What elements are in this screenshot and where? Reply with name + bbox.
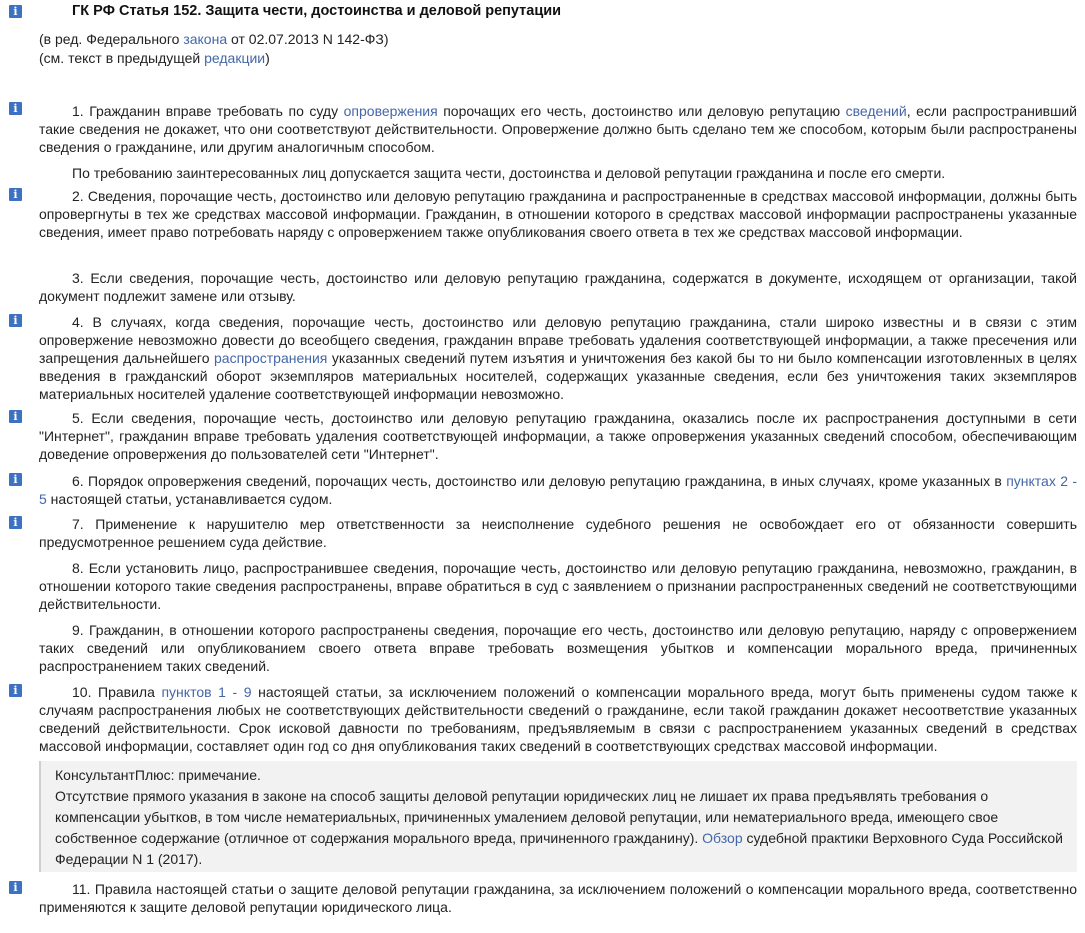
paragraph-10: 10. Правила пунктов 1 - 9 настоящей статьи, за исключением положений о компенсации морального вреда, могут быть применены судом также к случаям распространения любых не соответствующих действительности сведений о гражданине, если такой гражданин докажет несоответствие указанных сведений действительности. Срок исковой давности по требованиям, предъявляемым в связи с распространением указанных сведений в средствах массовой информации, составляет один год со дня опубликования таких сведений в соответствующих средствах массовой информации. — [39, 684, 1077, 754]
note-title: КонсультантПлюс: примечание. — [55, 767, 261, 783]
info-icon[interactable]: i — [9, 473, 22, 486]
points-1-link[interactable]: пунктов 1 — [161, 684, 226, 700]
points-2-link[interactable]: пунктах 2 — [1006, 473, 1068, 489]
paragraph-6: 6. Порядок опровержения сведений, порочащих честь, достоинство или деловую репутацию гражданина, в иных случаях, кроме указанных в пунктах 2 - 5 настоящей статьи, устанавливается судом. — [39, 473, 1077, 507]
paragraph-9: 9. Гражданин, в отношении которого распространены сведения, порочащие его честь, достоинство или деловую репутацию, наряду с опровержением таких сведений или опубликованием своего ответа вправе требовать возмещения убытков и компенсации морального вреда, причиненных распространением таких сведений. — [39, 622, 1077, 674]
paragraph-4: 4. В случаях, когда сведения, порочащие честь, достоинство или деловую репутацию гражданина, стали широко известны и в связи с этим опровержение невозможно довести до всеобщего сведения, гражданин вправе требовать удаления соответствующей информации, а также пресечения или запрещения дальнейшего распространения указанных сведений путем изъятия и уничтожения без какой бы то ни было компенсации изготовленных в целях введения в гражданский оборот экземпляров материальных носителей, содержащих указанные сведения, если без уничтожения таких экземпляров материальных носителей удаление соответствующей информации невозможно. — [39, 314, 1078, 402]
law-link[interactable]: закона — [183, 31, 228, 47]
article-title: ГК РФ Статья 152. Защита чести, достоинства и деловой репутации — [72, 3, 562, 19]
paragraph-2: 2. Сведения, порочащие честь, достоинство или деловую репутацию гражданина и распространенные в средствах массовой информации, должны быть опровергнуты в тех же средствах массовой информации. Гражданин, в отношении которого в средствах массовой информации распространены указанные сведения, имеет право потребовать наряду с опровержением также опубликования своего ответа в тех же средствах массовой информации. — [39, 188, 1077, 240]
info-icon[interactable]: i — [9, 314, 22, 327]
info-icon[interactable]: i — [9, 881, 22, 894]
paragraph-1-second: По требованию заинтересованных лиц допускается защита чести, достоинства и деловой репутации гражданина и после его смерти. — [72, 165, 946, 181]
edition-line: (в ред. Федерального закона от 02.07.2013 N 142-ФЗ) — [39, 31, 389, 47]
paragraph-3: 3. Если сведения, порочащие честь, достоинство или деловую репутацию гражданина, содержатся в документе, исходящем от организации, такой документ подлежит замене или отзыву. — [39, 270, 1077, 304]
paragraph-5: 5. Если сведения, порочащие честь, достоинство или деловую репутацию гражданина, оказались после их распространения доступными в сети "Интернет", гражданин вправе требовать удаления соответствующей информации, а также опровержения указанных сведений способом, обеспечивающим доведение опровержения до пользователей сети "Интернет". — [39, 410, 1077, 462]
refutation-link[interactable]: опровержения — [343, 103, 438, 119]
edition-link[interactable]: редакции — [204, 50, 266, 66]
info-icon[interactable]: i — [9, 102, 22, 115]
paragraph-1: 1. Гражданин вправе требовать по суду опровержения порочащих его честь, достоинство или деловую репутацию сведений, если распространивший такие сведения не докажет, что они соответствуют действительности. Опровержение должно быть сделано тем же способом, которым были распространены сведения о гражданине, или другим аналогичным способом. — [39, 103, 1077, 155]
previous-edition-line: (см. текст в предыдущей редакции) — [39, 50, 270, 66]
paragraph-7: 7. Применение к нарушителю мер ответственности за неисполнение судебного решения не освобождает его от обязанности совершить предусмотренное решением суда действие. — [39, 516, 1077, 550]
info-icon[interactable]: i — [9, 5, 22, 18]
consultant-note — [39, 761, 1077, 872]
note-text: Отсутствие прямого указания в законе на способ защиты деловой репутации юридических лиц не лишает их права предъявлять требования о компенсации убытков, в том числе нематериальных, причиненных умалением деловой репутации, или нематериального вреда, имеющего свое собственное содержание (отличное от содержания морального вреда, причиненного гражданину). Обзор судебной практики Верховного Суда Российской Федерации N 1 (2017). — [55, 788, 1063, 867]
paragraph-8: 8. Если установить лицо, распространившее сведения, порочащие честь, достоинство или деловую репутацию гражданина, невозможно, гражданин, в отношении которого такие сведения распространены, вправе обратиться в суд с заявлением о признании распространенных сведений не соответствующими действительности. — [39, 560, 1077, 612]
paragraph-11: 11. Правила настоящей статьи о защите деловой репутации гражданина, за исключением положений о компенсации морального вреда, соответственно применяются к защите деловой репутации юридического лица. — [39, 881, 1077, 915]
info-icon[interactable]: i — [9, 410, 22, 423]
review-link[interactable]: Обзор — [702, 830, 743, 846]
distribution-link[interactable]: распространения — [214, 350, 328, 366]
information-link[interactable]: сведений — [845, 103, 907, 119]
point-5-link[interactable]: 5 — [39, 491, 47, 507]
info-icon[interactable]: i — [9, 684, 22, 697]
info-icon[interactable]: i — [9, 188, 22, 201]
info-icon[interactable]: i — [9, 516, 22, 529]
point-9-link[interactable]: 9 — [243, 684, 252, 700]
